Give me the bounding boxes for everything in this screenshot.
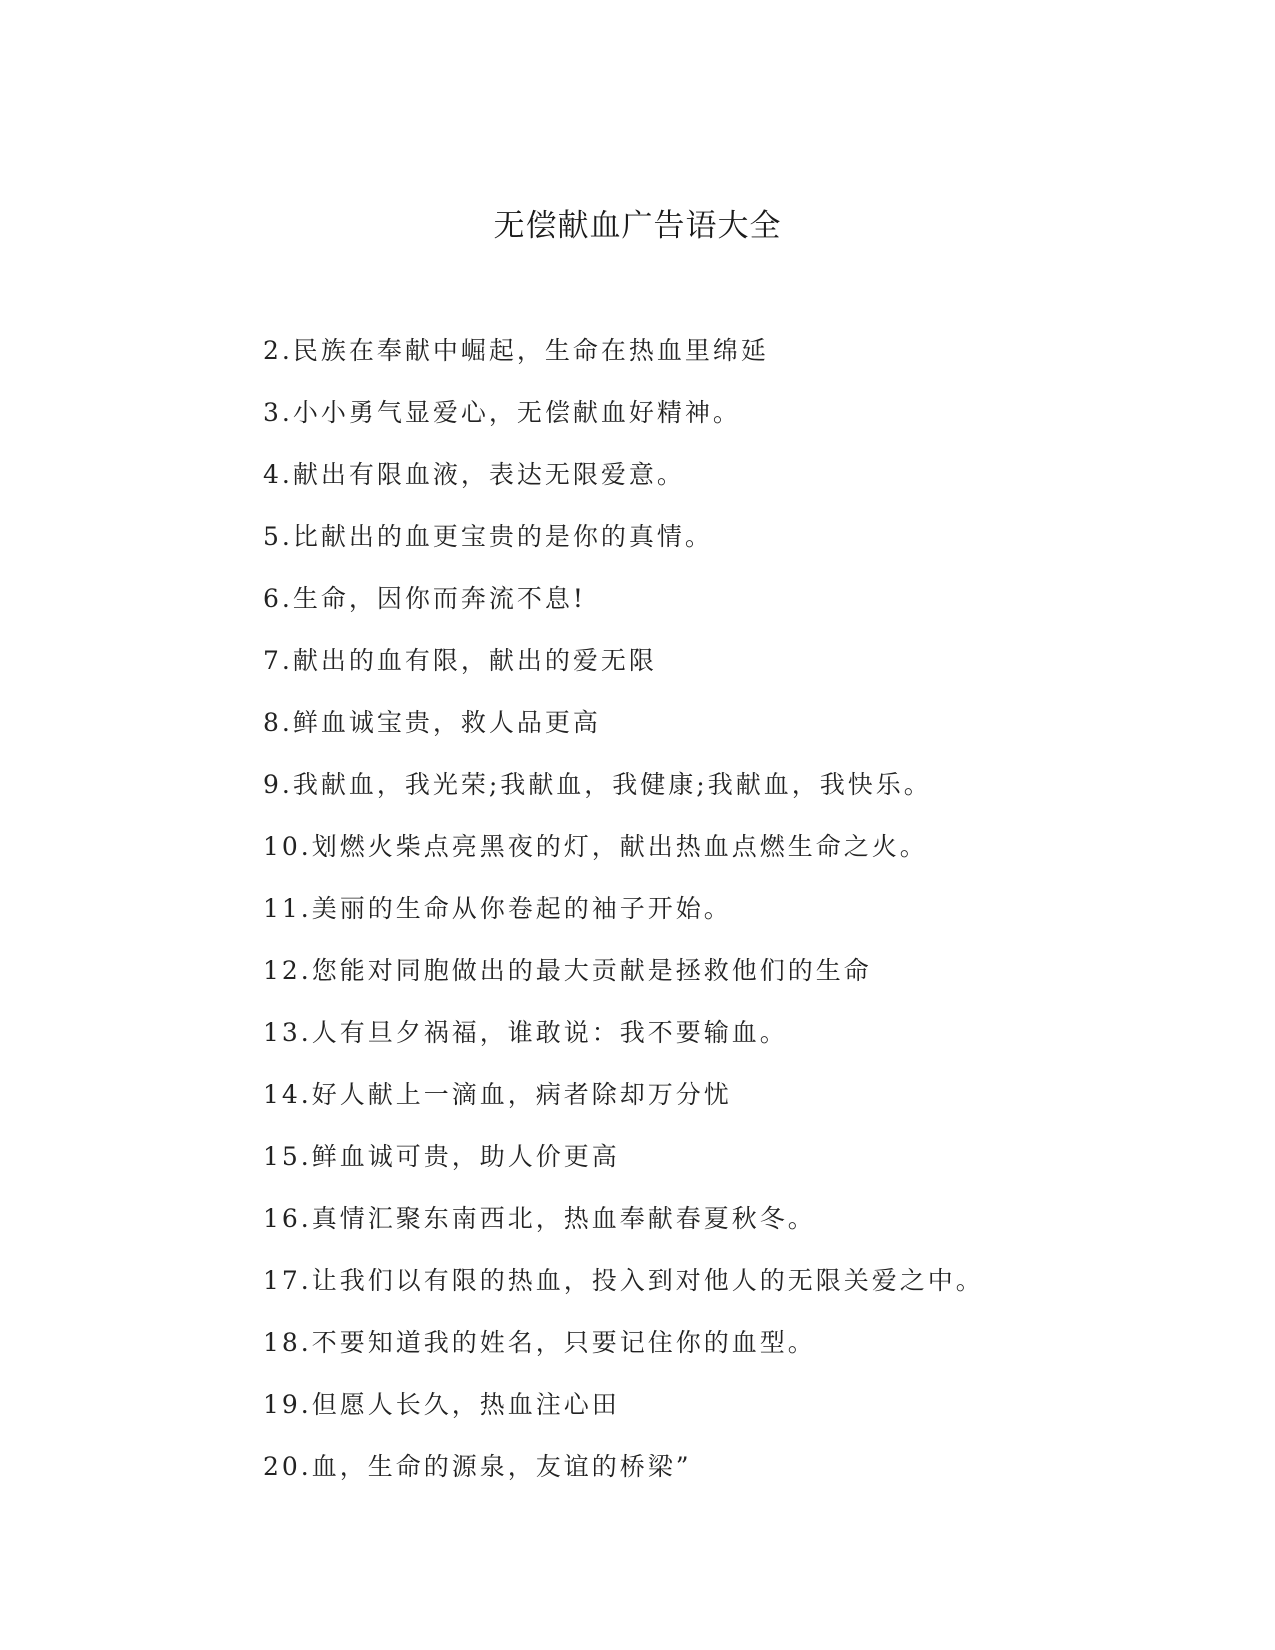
slogan-item: 12.您能对同胞做出的最大贡献是拯救他们的生命 [263, 956, 872, 985]
slogan-item: 6.生命，因你而奔流不息! [263, 584, 586, 613]
slogan-item: 20.血，生命的源泉，友谊的桥梁” [263, 1452, 692, 1481]
slogan-item: 17.让我们以有限的热血，投入到对他人的无限关爱之中。 [263, 1266, 984, 1295]
slogan-item: 9.我献血，我光荣;我献血，我健康;我献血，我快乐。 [263, 770, 932, 799]
slogan-item: 13.人有旦夕祸福，谁敢说：我不要输血。 [263, 1018, 788, 1047]
slogan-item: 10.划燃火柴点亮黑夜的灯，献出热血点燃生命之火。 [263, 832, 928, 861]
document-title: 无偿献血广告语大全 [493, 208, 782, 244]
slogan-item: 8.鲜血诚宝贵，救人品更高 [263, 708, 601, 737]
slogan-item: 11.美丽的生命从你卷起的袖子开始。 [263, 894, 732, 923]
slogan-item: 5.比献出的血更宝贵的是你的真情。 [263, 522, 713, 551]
slogan-item: 7.献出的血有限，献出的爱无限 [263, 646, 657, 675]
slogan-item: 15.鲜血诚可贵，助人价更高 [263, 1142, 620, 1171]
slogan-item: 14.好人献上一滴血，病者除却万分忧 [263, 1080, 732, 1109]
slogan-item: 2.民族在奉献中崛起，生命在热血里绵延 [263, 336, 769, 365]
slogan-item: 4.献出有限血液，表达无限爱意。 [263, 460, 685, 489]
slogan-item: 18.不要知道我的姓名，只要记住你的血型。 [263, 1328, 816, 1357]
slogan-item: 16.真情汇聚东南西北，热血奉献春夏秋冬。 [263, 1204, 816, 1233]
slogan-list [263, 331, 1063, 1509]
slogan-item: 3.小小勇气显爱心，无偿献血好精神。 [263, 398, 741, 427]
slogan-item: 19.但愿人长久，热血注心田 [263, 1390, 620, 1419]
